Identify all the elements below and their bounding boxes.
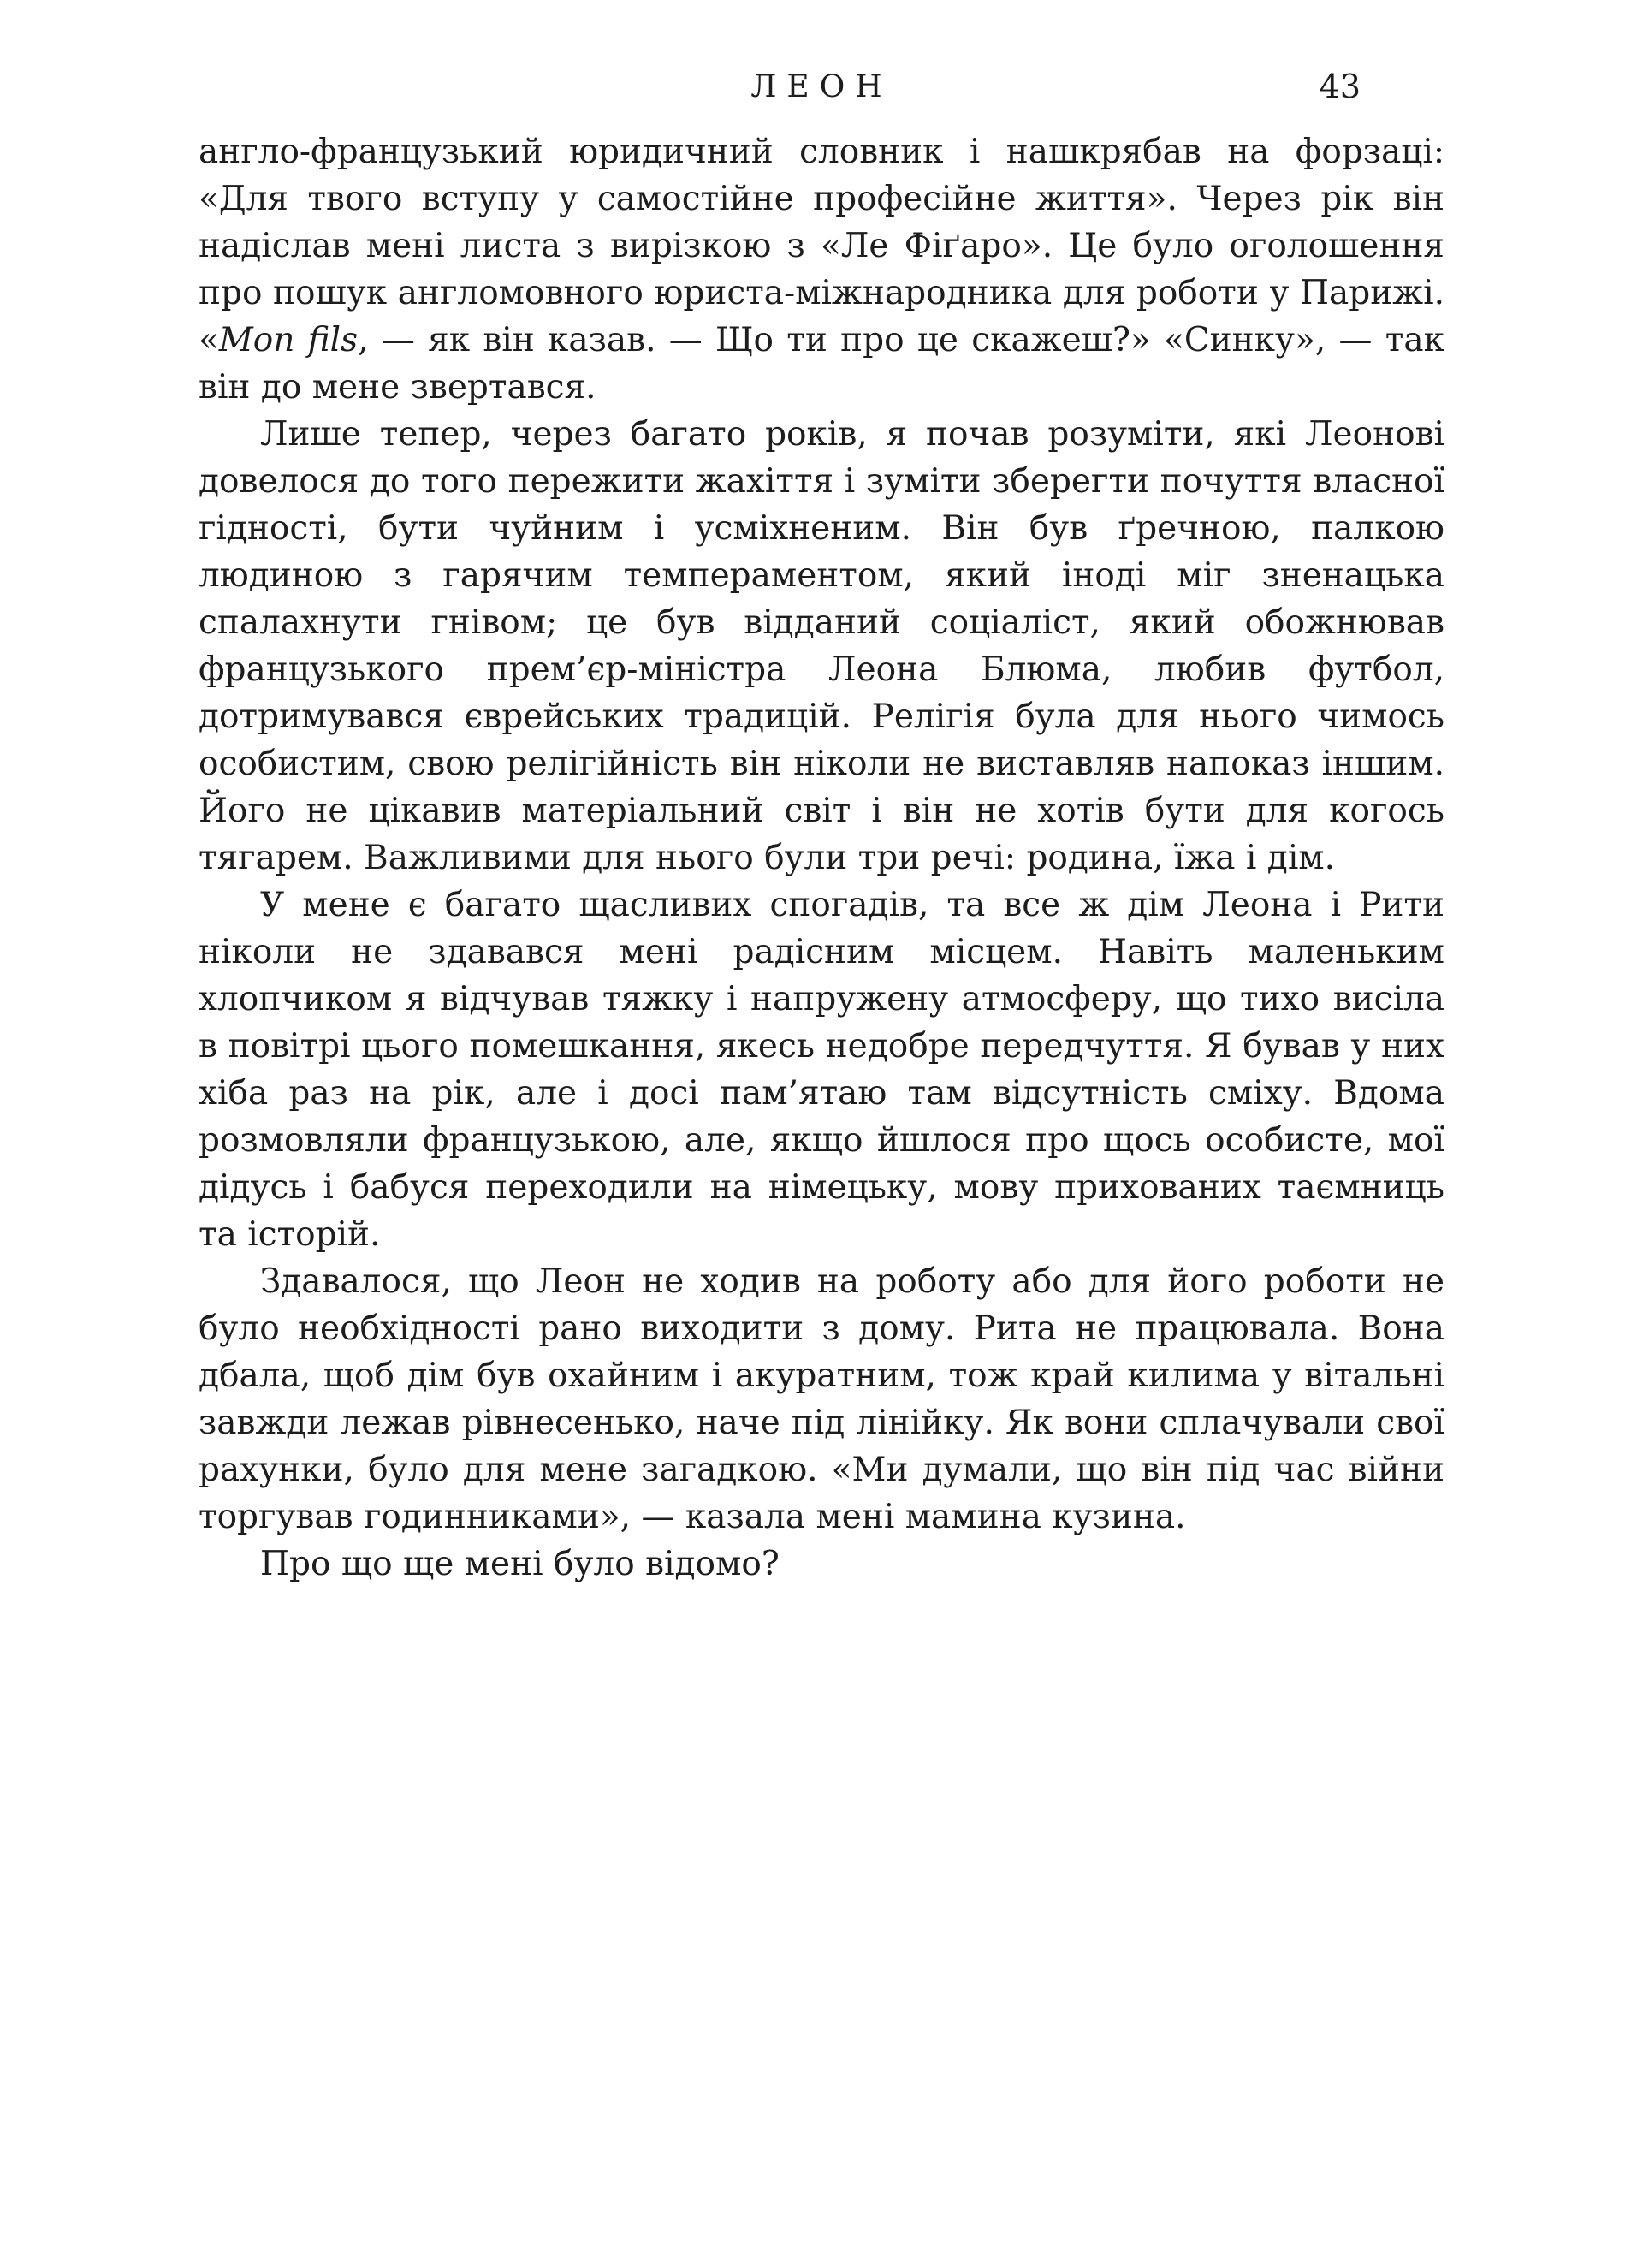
paragraph-2 (199, 411, 1444, 882)
paragraph-1 (199, 128, 1444, 411)
paragraph-4 (199, 1258, 1444, 1541)
text-run: англо-французький юридичний словник і нашкрябав на форзаці: «Для твого вступу у самостійне професійне життя». Через рік він надіслав мені листа з вирізкою з «Ле Фіґаро». Це було оголошення про пошук англомовного юриста-міжнародника для роботи у Парижі. « (199, 133, 1444, 359)
italic-text-run: Mon fils (218, 321, 359, 359)
text-run: Лише тепер, через багато років, я почав розуміти, які Леонові довелося до того пережити жахіття і зуміти зберегти почуття власної гідності, бути чуйним і усміхненим. Він був ґречною, палкою людиною з гарячим темпераментом, який іноді міг зненацька спалахнути гнівом; це був відданий соціаліст, який обожнював французького прем’єр-міністра Леона Блюма, любив футбол, дотримувався єврейських традицій. Релігія була для нього чимось особистим, свою релігійність він ніколи не виставляв напоказ іншим. Його не цікавив матеріальний світ і він не хотів бути для когось тягарем. Важливими для нього були три речі: родина, їжа і дім. (199, 415, 1444, 877)
paragraph-3 (199, 882, 1444, 1258)
page-number: 43 (1319, 68, 1361, 105)
running-title: ЛЕОН (750, 69, 893, 104)
text-run: У мене є багато щасливих спогадів, та все ж дім Леона і Рити ніколи не здавався мені радісним місцем. Навіть маленьким хлопчиком я відчував тяжку і напружену атмосферу, що тихо висіла в повітрі цього помешкання, якесь недобре передчуття. Я бував у них хіба раз на рік, але і досі пам’ятаю там відсутність сміху. Вдома розмовляли французькою, але, якщо йшлося про щось особисте, мої дідусь і бабуся переходили на німецьку, мову прихованих таємниць та історій. (199, 886, 1444, 1254)
body-text (199, 128, 1444, 1588)
paragraph-5 (199, 1541, 1444, 1588)
text-run: Здавалося, що Леон не ходив на роботу або для його роботи не було необхідності рано виходити з дому. Рита не працювала. Вона дбала, щоб дім був охайним і акуратним, тож край килима у вітальні завжди лежав рівнесенько, наче під лінійку. Як вони сплачували свої рахунки, було для мене загадкою. «Ми думали, що він під час війни торгував годинниками», — казала мені мамина кузина. (199, 1262, 1444, 1536)
text-run: , — як він казав. — Що ти про це скажеш?» «Синку», — так він до мене звертався. (199, 321, 1444, 407)
page-header (199, 68, 1444, 120)
text-run: Про що ще мені було відомо? (260, 1545, 780, 1583)
